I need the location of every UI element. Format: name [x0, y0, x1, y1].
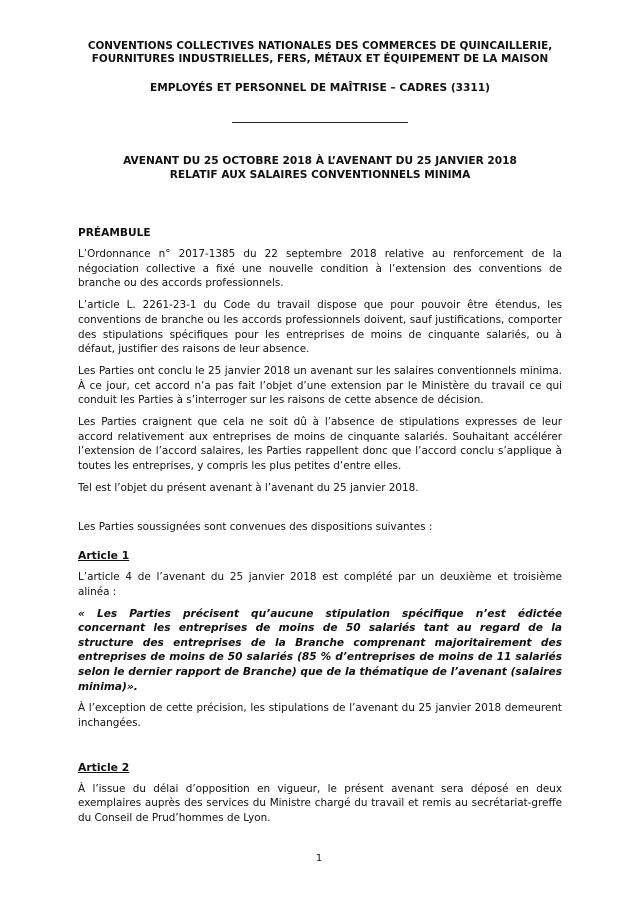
separator-rule	[232, 122, 408, 123]
article-2-title: Article 2	[78, 760, 130, 774]
article-1-outro: À l’exception de cette précision, les stipulations de l’avenant du 25 janvier 2018 demeurent inchangées.	[78, 702, 562, 729]
preambule-paragraph-5: Tel est l’objet du présent avenant à l’avenant du 25 janvier 2018.	[78, 481, 419, 494]
preambule-paragraph-1: L’Ordonnance n° 2017-1385 du 22 septembre 2018 relative au renforcement de la négociation collective a fixé une nouvelle condition à l’extension des conventions de branche ou des accords professionnels.	[78, 248, 562, 290]
avenant-title-line-2: RELATIF AUX SALAIRES CONVENTIONNELS MINIMA	[169, 168, 471, 181]
preambule-paragraph-3: Les Parties ont conclu le 25 janvier 2018 un avenant sur les salaires conventionnels minima. À ce jour, cet accord n’a pas fait l’objet d’une extension par le Ministère du travail ce qui conduit les Parties à s’interroger sur les raisons de cette absence de décision.	[78, 364, 562, 407]
document-page	[78, 40, 562, 826]
article-1-quote: « Les Parties précisent qu’aucune stipulation spécifique n’est édictée concernant les entreprises de moins de 50 salariés tant au regard de la structure des entreprises de la Branche comprenant majoritairement des entreprises de moins de 50 salariés (85 % d’entreprises de moins de 11 salariés selon le dernier rapport de Branche) que de la thématique de l’avenant (salaires minima)».	[78, 607, 562, 693]
avenant-title	[78, 155, 562, 182]
page-number: 1	[315, 853, 323, 864]
article-2-text: À l’issue du délai d’opposition en vigueur, le présent avenant sera déposé en deux exemplaires auprès des services du Ministre chargé du travail et remis au secrétariat-greffe du Conseil de Prud’hommes de Lyon.	[78, 782, 562, 825]
preambule-closing: Les Parties soussignées sont convenues des dispositions suivantes :	[78, 520, 433, 533]
preambule-paragraph-4: Les Parties craignent que cela ne soit dû à l’absence de stipulations expresses de leur accord relativement aux entreprises de moins de cinquante salariés. Souhaitant accélérer l’extension de l’accord salaires, les Parties rappellent donc que l’accord conclu s’applique à toutes les entreprises, y compris les plus petites d’entre elles.	[78, 416, 562, 473]
header-line-2: FOURNITURES INDUSTRIELLES, FERS, MÉTAUX ET ÉQUIPEMENT DE LA MAISON	[91, 53, 549, 65]
article-1-intro: L’article 4 de l’avenant du 25 janvier 2018 est complété par un deuxième et troisième alinéa :	[78, 571, 562, 598]
document-header	[78, 40, 562, 95]
header-subtitle: EMPLOYÉS ET PERSONNEL DE MAÎTRISE – CADRES (3311)	[149, 82, 491, 94]
preambule-paragraph-2: L’article L. 2261-23-1 du Code du travail dispose que pour pouvoir être étendus, les conventions de branche ou les accords professionnels doivent, sauf justifications, comporter des stipulations spécifiques pour les entreprises de moins de cinquante salariés, ou à défaut, justifier des raisons de leur absence.	[78, 299, 562, 356]
preambule-title: PRÉAMBULE	[78, 227, 151, 239]
avenant-title-line-1: AVENANT DU 25 OCTOBRE 2018 À L’AVENANT DU 25 JANVIER 2018	[123, 155, 517, 167]
header-line-1: CONVENTIONS COLLECTIVES NATIONALES DES COMMERCES DE QUINCAILLERIE,	[87, 40, 553, 52]
article-1-title: Article 1	[78, 549, 130, 563]
